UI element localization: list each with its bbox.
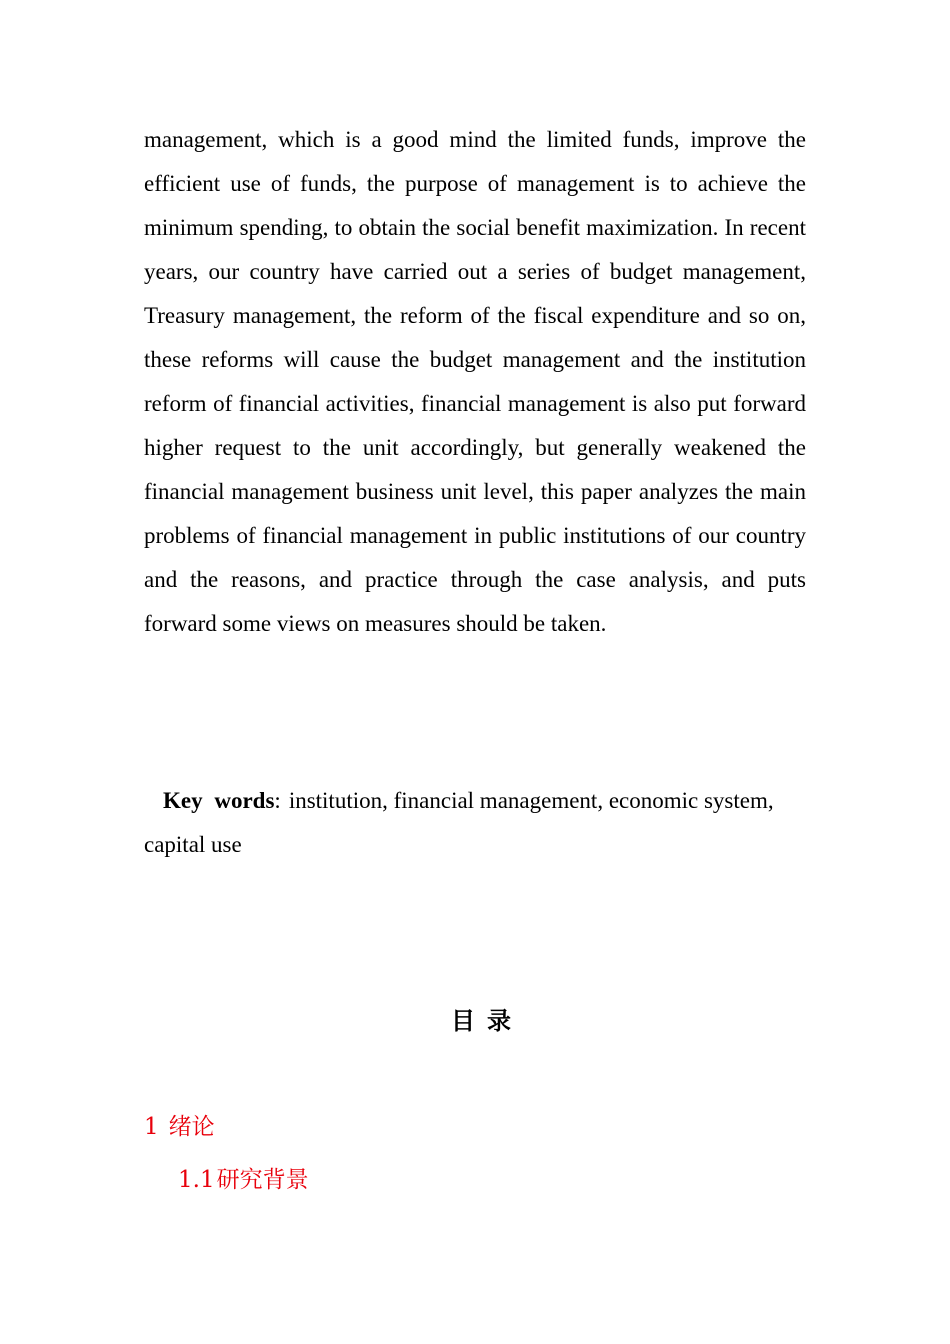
toc-entry-label: 研究背景 (216, 1167, 309, 1193)
keywords-colon: : (274, 788, 281, 813)
abstract-paragraph: management, which is a good mind the limited funds, improve the efficient use of funds, the purpose of management is to achieve the minimum spending, to obtain the social benefit maximization. In recent years, our country have carried out a series of budget management, Treasury management, the reform of the fiscal expenditure and so on, these reforms will cause the budget management and the institution reform of financial activities, financial management is also put forward higher request to the unit accordingly, but generally weakened the financial management business unit level, this paper analyzes the main problems of financial management in public institutions of our country and the reasons, and practice through the case analysis, and puts forward some views on measures should be taken. (144, 127, 806, 636)
toc-entry-research-background[interactable] (178, 1164, 309, 1196)
keywords-line (144, 779, 806, 867)
keywords-label: Key words (163, 788, 275, 813)
toc-title: 目录 (451, 1007, 523, 1035)
toc-entry-introduction[interactable] (144, 1111, 215, 1143)
toc-entry-number: 1 (144, 1114, 159, 1140)
keywords-value: institution, financial management, economic system, capital use (144, 788, 774, 857)
toc-entry-label: 绪论 (168, 1114, 215, 1140)
toc-entry-number: 1.1 (178, 1167, 215, 1193)
